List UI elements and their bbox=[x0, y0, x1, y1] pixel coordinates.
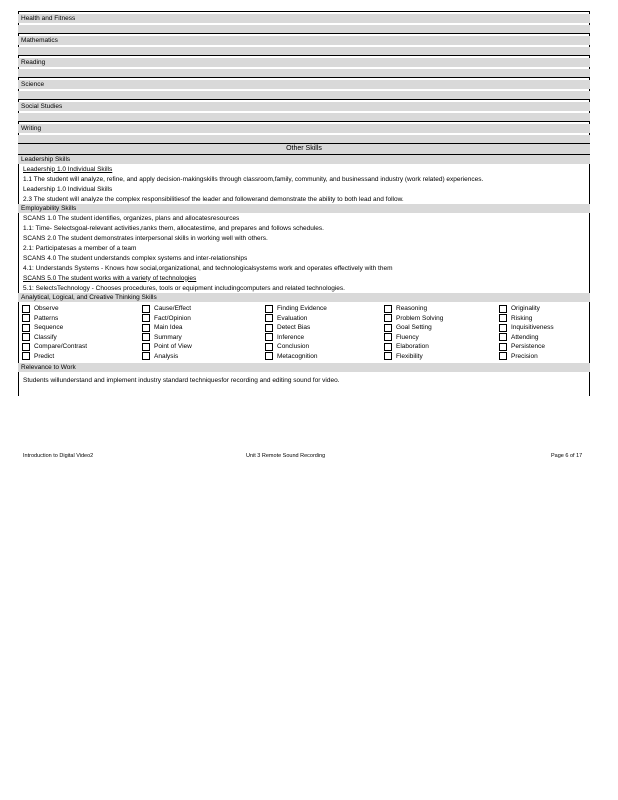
thinking-skill-item[interactable] bbox=[499, 352, 594, 362]
subject-entry-bar bbox=[18, 25, 590, 33]
checkbox[interactable] bbox=[265, 305, 273, 313]
thinking-skill-item[interactable] bbox=[142, 333, 265, 343]
checkbox-label: Attending bbox=[511, 333, 539, 341]
subjects-list bbox=[18, 11, 590, 143]
checkbox-label: Flexibility bbox=[396, 352, 423, 360]
document-sheet bbox=[18, 11, 590, 386]
checkbox-label: Fluency bbox=[396, 333, 419, 341]
other-skills-heading: Other Skills bbox=[18, 143, 590, 155]
checkbox-label: Compare/Contrast bbox=[34, 343, 88, 351]
checkbox[interactable] bbox=[142, 305, 150, 313]
subject-entry-bar bbox=[18, 113, 590, 121]
subject-label: Writing bbox=[18, 124, 590, 133]
thinking-skill-item[interactable] bbox=[499, 304, 594, 314]
checkbox[interactable] bbox=[384, 352, 392, 360]
checkbox[interactable] bbox=[499, 343, 507, 351]
checkbox[interactable] bbox=[142, 314, 150, 322]
skill-line: 5.1: SelectsTechnology - Chooses procedures, tools or equipment includingcomputers and related technologies. bbox=[23, 284, 345, 292]
checkbox[interactable] bbox=[384, 305, 392, 313]
checkbox[interactable] bbox=[265, 343, 273, 351]
checkbox[interactable] bbox=[22, 352, 30, 360]
thinking-skill-item[interactable] bbox=[499, 323, 594, 333]
leadership-heading: Leadership Skills bbox=[18, 155, 590, 164]
thinking-skill-item[interactable] bbox=[384, 342, 499, 352]
checkbox[interactable] bbox=[22, 343, 30, 351]
checkbox[interactable] bbox=[22, 305, 30, 313]
subject-entry-bar bbox=[18, 47, 590, 55]
footer-page: Page 6 of 17 bbox=[551, 453, 583, 459]
checkbox[interactable] bbox=[142, 343, 150, 351]
checkbox-label: Predict bbox=[34, 352, 55, 360]
thinking-skill-item[interactable] bbox=[142, 342, 265, 352]
skill-line: 2.3 The student will analyze the complex responsibilitiesof the leader and followerand demonstrate the ability to both lead and follow. bbox=[23, 195, 404, 203]
checkbox[interactable] bbox=[384, 324, 392, 332]
thinking-skill-item[interactable] bbox=[384, 352, 499, 362]
thinking-skill-item[interactable] bbox=[384, 323, 499, 333]
subject-row bbox=[18, 99, 590, 121]
thinking-skill-item[interactable] bbox=[384, 333, 499, 343]
skill-line: Leadership 1.0 Individual Skills bbox=[23, 185, 113, 193]
thinking-skill-item[interactable] bbox=[265, 323, 384, 333]
thinking-skill-item[interactable] bbox=[265, 352, 384, 362]
subject-entry-bar bbox=[18, 135, 590, 143]
thinking-skill-item[interactable] bbox=[499, 333, 594, 343]
checkbox-label: Point of View bbox=[154, 343, 192, 351]
checkbox[interactable] bbox=[142, 324, 150, 332]
checkbox-label: Classify bbox=[34, 333, 57, 341]
subject-row bbox=[18, 11, 590, 33]
thinking-skill-item[interactable] bbox=[22, 314, 142, 324]
subject-entry-bar bbox=[18, 69, 590, 77]
checkbox[interactable] bbox=[384, 314, 392, 322]
checkbox-label: Main Idea bbox=[154, 324, 183, 332]
checkbox[interactable] bbox=[142, 333, 150, 341]
checkbox[interactable] bbox=[22, 324, 30, 332]
checkbox-label: Precision bbox=[511, 352, 538, 360]
thinking-skill-item[interactable] bbox=[265, 314, 384, 324]
subject-row bbox=[18, 121, 590, 143]
thinking-skill-item[interactable] bbox=[265, 304, 384, 314]
checkbox[interactable] bbox=[384, 333, 392, 341]
skill-line: SCANS 4.0 The student understands complex systems and inter-relationships bbox=[23, 254, 248, 262]
checkbox-label: Patterns bbox=[34, 314, 59, 322]
checkbox-label: Conclusion bbox=[277, 343, 310, 351]
relevance-heading: Relevance to Work bbox=[18, 363, 590, 372]
thinking-skill-item[interactable] bbox=[22, 333, 142, 343]
subject-row bbox=[18, 33, 590, 55]
thinking-heading: Analytical, Logical, and Creative Thinking Skills bbox=[18, 293, 590, 302]
checkbox[interactable] bbox=[499, 305, 507, 313]
checkbox-label: Detect Bias bbox=[277, 324, 311, 332]
checkbox-label: Fact/Opinion bbox=[154, 314, 191, 322]
skill-line: 1.1 The student will analyze, refine, and apply decision-makingskills through classroom,family, community, and businessand industry (work related) experiences. bbox=[23, 175, 484, 183]
subject-label: Mathematics bbox=[18, 36, 590, 45]
skill-line: SCANS 2.0 The student demonstrates interpersonal skills in working well with others. bbox=[23, 234, 268, 242]
thinking-skill-item[interactable] bbox=[22, 304, 142, 314]
checkbox-label: Metacognition bbox=[277, 352, 318, 360]
checkbox[interactable] bbox=[499, 352, 507, 360]
checkbox-label: Evaluation bbox=[277, 314, 308, 322]
checkbox-label: Finding Evidence bbox=[277, 305, 327, 313]
subject-label: Health and Fitness bbox=[18, 14, 590, 23]
footer-unit: Unit 3 Remote Sound Recording bbox=[246, 453, 326, 459]
thinking-skill-item[interactable] bbox=[22, 323, 142, 333]
checkbox-label: Analysis bbox=[154, 352, 179, 360]
checkbox[interactable] bbox=[265, 324, 273, 332]
relevance-text: Students willunderstand and implement industry standard techniquesfor recording and editing sound for video. bbox=[23, 377, 340, 384]
thinking-skill-item[interactable] bbox=[499, 342, 594, 352]
checkbox-label: Originality bbox=[511, 305, 540, 313]
thinking-skill-item[interactable] bbox=[265, 333, 384, 343]
leadership-lines bbox=[18, 164, 590, 204]
checkbox[interactable] bbox=[22, 333, 30, 341]
subject-row bbox=[18, 55, 590, 77]
thinking-skill-item[interactable] bbox=[142, 323, 265, 333]
checkbox-label: Sequence bbox=[34, 324, 64, 332]
thinking-skill-item[interactable] bbox=[142, 304, 265, 314]
subject-entry-bar bbox=[18, 91, 590, 99]
subject-label: Science bbox=[18, 80, 590, 89]
thinking-skills-grid bbox=[18, 302, 590, 363]
thinking-skill-item[interactable] bbox=[22, 352, 142, 362]
checkbox-label: Goal Setting bbox=[396, 324, 432, 332]
checkbox[interactable] bbox=[499, 333, 507, 341]
skill-line: SCANS 1.0 The student identifies, organizes, plans and allocatesresources bbox=[23, 214, 240, 222]
thinking-skill-item[interactable] bbox=[499, 314, 594, 324]
subject-label: Social Studies bbox=[18, 102, 590, 111]
checkbox-label: Cause/Effect bbox=[154, 305, 192, 313]
thinking-skill-item[interactable] bbox=[384, 304, 499, 314]
skill-line: 1.1: Time- Selectsgoal-relevant activities,ranks them, allocatestime, and prepares and follows schedules. bbox=[23, 224, 324, 232]
checkbox-label: Summary bbox=[154, 333, 182, 341]
checkbox[interactable] bbox=[142, 352, 150, 360]
checkbox[interactable] bbox=[384, 343, 392, 351]
employability-lines bbox=[18, 213, 590, 293]
checkbox-label: Reasoning bbox=[396, 305, 428, 313]
thinking-skill-item[interactable] bbox=[22, 342, 142, 352]
thinking-skill-item[interactable] bbox=[265, 342, 384, 352]
checkbox-label: Inquisitiveness bbox=[511, 324, 554, 332]
skill-line: Leadership 1.0 Individual Skills bbox=[23, 165, 113, 173]
skill-line: 4.1: Understands Systems - Knows how social,organizational, and technologicalsystems work and operates effectively with them bbox=[23, 264, 393, 272]
checkbox[interactable] bbox=[265, 333, 273, 341]
checkbox-label: Elaboration bbox=[396, 343, 429, 351]
footer-course: Introduction to Digital Video2 bbox=[23, 453, 94, 459]
checkbox[interactable] bbox=[499, 324, 507, 332]
checkbox[interactable] bbox=[22, 314, 30, 322]
checkbox-label: Risking bbox=[511, 314, 533, 322]
checkbox[interactable] bbox=[499, 314, 507, 322]
relevance-body bbox=[18, 372, 590, 386]
subject-label: Reading bbox=[18, 58, 590, 67]
checkbox-label: Observe bbox=[34, 305, 59, 313]
skill-line: 2.1: Participatesas a member of a team bbox=[23, 244, 137, 252]
checkbox[interactable] bbox=[265, 352, 273, 360]
subject-row bbox=[18, 77, 590, 99]
checkbox-label: Persistence bbox=[511, 343, 545, 351]
thinking-skill-item[interactable] bbox=[384, 314, 499, 324]
employability-heading: Employability Skills bbox=[18, 204, 590, 213]
checkbox-label: Problem Solving bbox=[396, 314, 444, 322]
checkbox[interactable] bbox=[265, 314, 273, 322]
thinking-skill-item[interactable] bbox=[142, 352, 265, 362]
thinking-skill-item[interactable] bbox=[142, 314, 265, 324]
checkbox-label: Inference bbox=[277, 333, 305, 341]
skill-line: SCANS 5.0 The student works with a variety of technologies bbox=[23, 274, 197, 282]
